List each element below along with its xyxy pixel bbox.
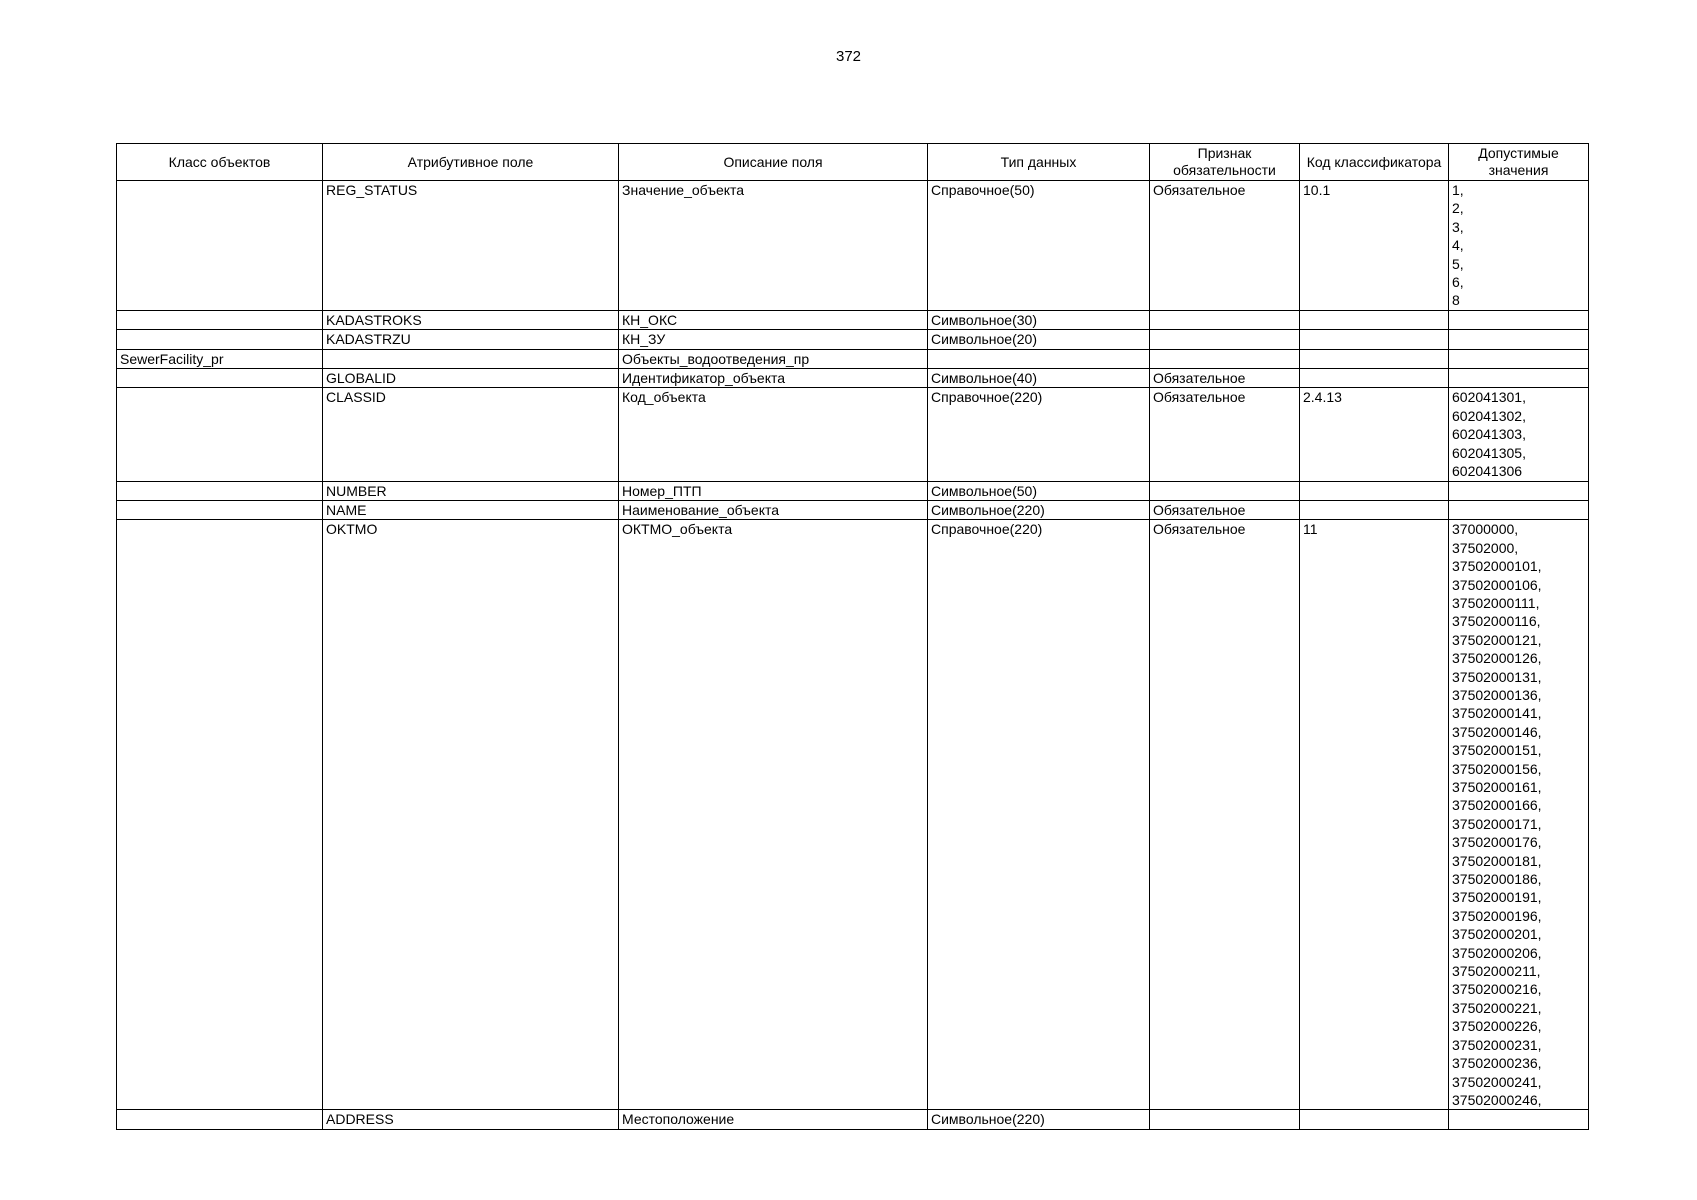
- cell-field-description: Идентификатор_объекта: [619, 369, 928, 388]
- cell-classifier-code: 11: [1300, 520, 1449, 1110]
- cell-field-description: ОКТМО_объекта: [619, 520, 928, 1110]
- cell-field-description: КН_ОКС: [619, 310, 928, 329]
- cell-field-description: Значение_объекта: [619, 181, 928, 311]
- table-row: [117, 181, 1589, 311]
- cell-object-class: [117, 388, 323, 481]
- cell-required-flag: Обязательное: [1150, 369, 1300, 388]
- cell-allowed-values: 602041301, 602041302, 602041303, 602041305, 602041306: [1449, 388, 1589, 481]
- cell-data-type: Символьное(30): [928, 310, 1150, 329]
- cell-object-class: [117, 369, 323, 388]
- cell-required-flag: [1150, 330, 1300, 349]
- cell-attribute-field: KADASTRZU: [323, 330, 619, 349]
- table-row: [117, 310, 1589, 329]
- attributes-table: [116, 143, 1589, 1130]
- table-row: [117, 388, 1589, 481]
- cell-allowed-values: [1449, 481, 1589, 500]
- cell-classifier-code: [1300, 369, 1449, 388]
- cell-data-type: Справочное(50): [928, 181, 1150, 311]
- table-row: [117, 349, 1589, 368]
- cell-attribute-field: CLASSID: [323, 388, 619, 481]
- cell-data-type: Символьное(220): [928, 500, 1150, 519]
- cell-classifier-code: 2.4.13: [1300, 388, 1449, 481]
- cell-data-type: Символьное(50): [928, 481, 1150, 500]
- cell-object-class: [117, 181, 323, 311]
- cell-allowed-values: 37000000, 37502000, 37502000101, 37502000106, 37502000111, 37502000116, 37502000121, 37502000126, 37502000131, 37502000136, 37502000141, 37502000146, 37502000151, 37502000156, 37502000161, 37502000166, 37502000171, 37502000176, 37502000181, 37502000186, 37502000191, 37502000196, 37502000201, 37502000206, 37502000211, 37502000216, 37502000221, 37502000226, 37502000231, 37502000236, 37502000241, 37502000246,: [1449, 520, 1589, 1110]
- cell-classifier-code: [1300, 349, 1449, 368]
- table-row: [117, 481, 1589, 500]
- cell-attribute-field: GLOBALID: [323, 369, 619, 388]
- cell-data-type: Символьное(220): [928, 1110, 1150, 1129]
- table-row: [117, 500, 1589, 519]
- cell-field-description: КН_ЗУ: [619, 330, 928, 349]
- cell-classifier-code: [1300, 500, 1449, 519]
- cell-classifier-code: 10.1: [1300, 181, 1449, 311]
- cell-object-class: [117, 520, 323, 1110]
- header-field-description: Описание поля: [619, 144, 928, 181]
- cell-required-flag: Обязательное: [1150, 388, 1300, 481]
- cell-classifier-code: [1300, 310, 1449, 329]
- cell-attribute-field: REG_STATUS: [323, 181, 619, 311]
- cell-required-flag: [1150, 310, 1300, 329]
- header-allowed-values: Допустимые значения: [1449, 144, 1589, 181]
- table-row: [117, 330, 1589, 349]
- cell-field-description: Номер_ПТП: [619, 481, 928, 500]
- cell-attribute-field: KADASTROKS: [323, 310, 619, 329]
- cell-attribute-field: OKTMO: [323, 520, 619, 1110]
- cell-classifier-code: [1300, 330, 1449, 349]
- cell-attribute-field: ADDRESS: [323, 1110, 619, 1129]
- page-number: 372: [835, 48, 862, 65]
- header-object-class: Класс объектов: [117, 144, 323, 181]
- cell-required-flag: [1150, 1110, 1300, 1129]
- header-attribute-field: Атрибутивное поле: [323, 144, 619, 181]
- table-row: [117, 369, 1589, 388]
- cell-object-class: [117, 310, 323, 329]
- cell-object-class: [117, 500, 323, 519]
- cell-attribute-field: NUMBER: [323, 481, 619, 500]
- cell-attribute-field: [323, 349, 619, 368]
- cell-object-class: [117, 330, 323, 349]
- cell-field-description: Наименование_объекта: [619, 500, 928, 519]
- cell-allowed-values: [1449, 330, 1589, 349]
- cell-allowed-values: 1, 2, 3, 4, 5, 6, 8: [1449, 181, 1589, 311]
- table-body: [117, 181, 1589, 1130]
- cell-object-class: [117, 1110, 323, 1129]
- table-row: [117, 520, 1589, 1110]
- cell-data-type: Символьное(20): [928, 330, 1150, 349]
- cell-classifier-code: [1300, 1110, 1449, 1129]
- cell-allowed-values: [1449, 1110, 1589, 1129]
- cell-classifier-code: [1300, 481, 1449, 500]
- cell-field-description: Объекты_водоотведения_пр: [619, 349, 928, 368]
- cell-allowed-values: [1449, 310, 1589, 329]
- cell-allowed-values: [1449, 500, 1589, 519]
- cell-attribute-field: NAME: [323, 500, 619, 519]
- header-required-flag: Признак обязательности: [1150, 144, 1300, 181]
- cell-object-class: SewerFacility_pr: [117, 349, 323, 368]
- cell-required-flag: [1150, 481, 1300, 500]
- cell-allowed-values: [1449, 369, 1589, 388]
- cell-allowed-values: [1449, 349, 1589, 368]
- cell-data-type: [928, 349, 1150, 368]
- header-classifier-code: Код классификатора: [1300, 144, 1449, 181]
- cell-object-class: [117, 481, 323, 500]
- cell-field-description: Местоположение: [619, 1110, 928, 1129]
- cell-field-description: Код_объекта: [619, 388, 928, 481]
- cell-required-flag: [1150, 349, 1300, 368]
- cell-required-flag: Обязательное: [1150, 181, 1300, 311]
- cell-required-flag: Обязательное: [1150, 500, 1300, 519]
- cell-data-type: Справочное(220): [928, 520, 1150, 1110]
- header-data-type: Тип данных: [928, 144, 1150, 181]
- cell-data-type: Символьное(40): [928, 369, 1150, 388]
- table-header-row: [117, 144, 1589, 181]
- cell-data-type: Справочное(220): [928, 388, 1150, 481]
- table-row: [117, 1110, 1589, 1129]
- cell-required-flag: Обязательное: [1150, 520, 1300, 1110]
